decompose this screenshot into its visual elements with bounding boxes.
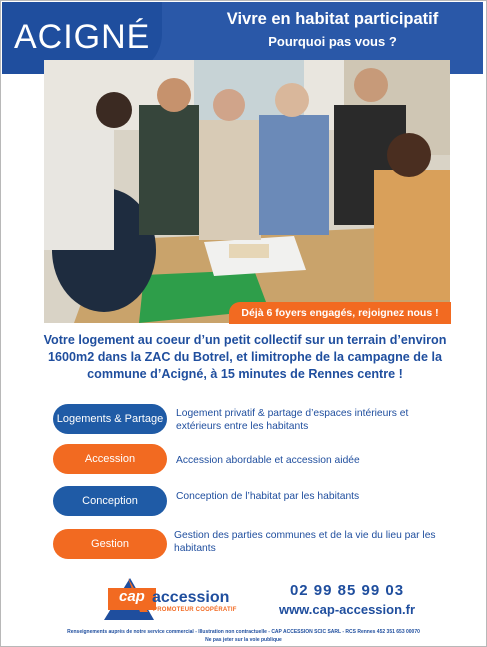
- engaged-households-badge: Déjà 6 foyers engagés, rejoignez nous !: [229, 302, 451, 324]
- intro-text: Votre logement au coeur d’un petit collectif sur un terrain d’environ 1600m2 dans la ZAC du Botrel, et limitrophe de la campagne de la commune d’Acigné, à 15 minutes de Rennes centre !: [43, 333, 447, 381]
- feature-desc-gestion: Gestion des parties communes et de la vie du lieu par les habitants: [174, 530, 436, 554]
- feature-desc-conception: Conception de l’habitat par les habitants: [176, 491, 360, 502]
- legal-notice: Renseignements auprès de notre service commercial - Illustration non contractuelle - CAP ACCESSION SCIC SARL - RCS Rennes 452 351 653 00070: [67, 629, 420, 635]
- feature-pill-accession: Accession: [53, 444, 167, 474]
- phone-number: 02 99 85 99 03: [289, 582, 405, 599]
- feature-pill-logements: Logements & Partage: [53, 404, 167, 434]
- legal-notice-2: Ne pas jeter sur la voie publique: [205, 637, 282, 643]
- website-link[interactable]: www.cap-accession.fr: [278, 602, 416, 617]
- feature-desc-accession: Accession abordable et accession aidée: [176, 455, 360, 466]
- town-name: ACIGNÉ: [14, 18, 151, 56]
- feature-desc-logements: Logement privatif & partage d’espaces intérieurs et extérieurs entre les habitants: [176, 408, 409, 432]
- feature-pill-conception: Conception: [53, 486, 167, 516]
- subtagline: Pourquoi pas vous ?: [268, 34, 397, 49]
- logo-text-cap: cap: [119, 588, 145, 605]
- logo-text-accession: accession: [152, 589, 230, 606]
- tagline: Vivre en habitat participatif: [226, 10, 439, 28]
- logo-slogan: PROMOTEUR COOPÉRATIF: [153, 607, 237, 613]
- group-photo: [44, 60, 450, 323]
- feature-pill-gestion: Gestion: [53, 529, 167, 559]
